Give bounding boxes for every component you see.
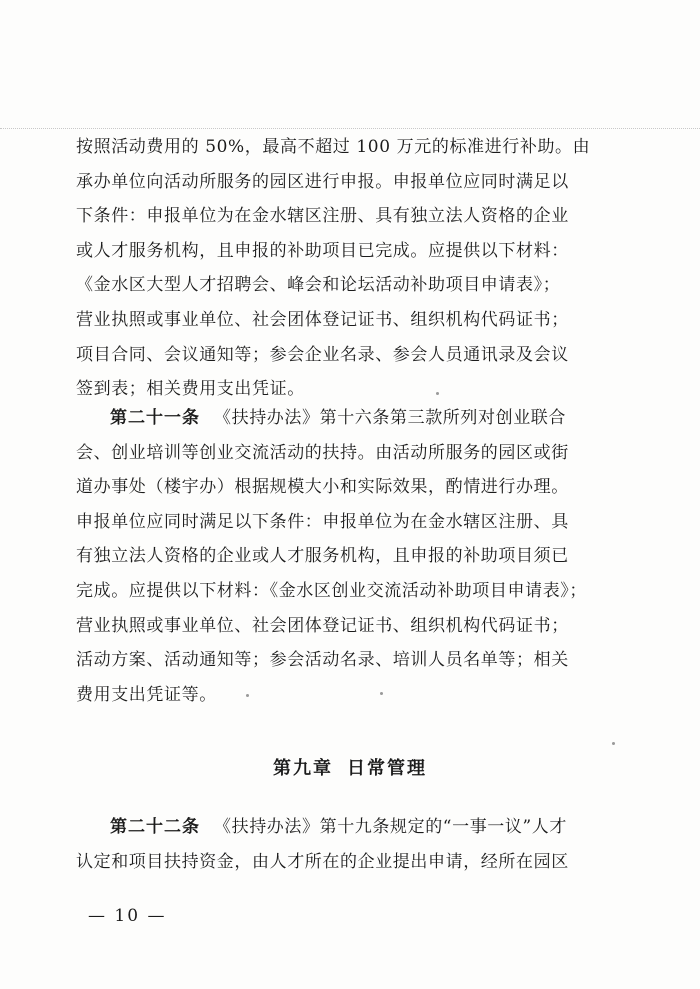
text-line: 《金水区大型人才招聘会、峰会和论坛活动补助项目申请表》； — [76, 275, 561, 296]
article-22 — [76, 810, 596, 879]
chapter-number: 第九章 — [273, 758, 333, 779]
text-line: 完成。应提供以下材料：《金水区创业交流活动补助项目申请表》； — [76, 580, 587, 601]
text-line: 或人才服务机构，且申报的补助项目已完成。应提供以下材料： — [76, 240, 569, 261]
text-line: 活动方案、活动通知等；参会活动名录、培训人员名单等；相关 — [76, 650, 569, 671]
text-line: 道办事处（楼宇办）根据规模大小和实际效果，酌情进行办理。 — [76, 477, 569, 498]
text-line: 按照活动费用的 50%，最高不超过 100 万元的标准进行补助。由 — [76, 137, 591, 157]
text-line: 费用支出凭证等。 — [76, 684, 217, 705]
article-21 — [76, 401, 596, 712]
text-line: 项目合同、会议通知等；参会企业名录、参会人员通讯录及会议 — [76, 344, 569, 365]
scan-speck — [612, 742, 615, 745]
scan-speck — [380, 692, 383, 695]
text-line: 申报单位应同时满足以下条件：申报单位为在金水辖区注册、具 — [76, 511, 569, 532]
article-number: 第二十一条 — [110, 408, 200, 428]
text-line: 承办单位向活动所服务的园区进行申报。申报单位应同时满足以 — [76, 171, 569, 192]
text-line: 营业执照或事业单位、社会团体登记证书、组织机构代码证书； — [76, 615, 569, 636]
text-line: 下条件：申报单位为在金水辖区注册、具有独立法人资格的企业 — [76, 206, 569, 227]
scan-speck — [436, 392, 439, 395]
scan-speck — [246, 694, 249, 697]
article-21-first-line — [76, 401, 596, 436]
text-line: 《扶持办法》第十六条第三款所列对创业联合 — [214, 408, 566, 428]
text-line: 有独立法人资格的企业或人才服务机构，且申报的补助项目须已 — [76, 546, 569, 567]
article-number: 第二十二条 — [110, 817, 200, 837]
chapter-heading — [0, 754, 700, 780]
paragraph-continued — [76, 130, 596, 407]
page-number: — 10 — — [88, 906, 167, 926]
text-line: 签到表；相关费用支出凭证。 — [76, 379, 305, 400]
text-line: 认定和项目扶持资金，由人才所在的企业提出申请，经所在园区 — [76, 851, 569, 872]
chapter-title: 日常管理 — [347, 758, 427, 779]
text-line: 营业执照或事业单位、社会团体登记证书、组织机构代码证书； — [76, 309, 569, 330]
article-22-first-line — [76, 810, 596, 845]
scan-fold-line — [0, 128, 700, 129]
text-line: 会、创业培训等创业交流活动的扶持。由活动所服务的园区或街 — [76, 442, 569, 463]
text-line: 《扶持办法》第十九条规定的“一事一议”人才 — [214, 817, 567, 837]
